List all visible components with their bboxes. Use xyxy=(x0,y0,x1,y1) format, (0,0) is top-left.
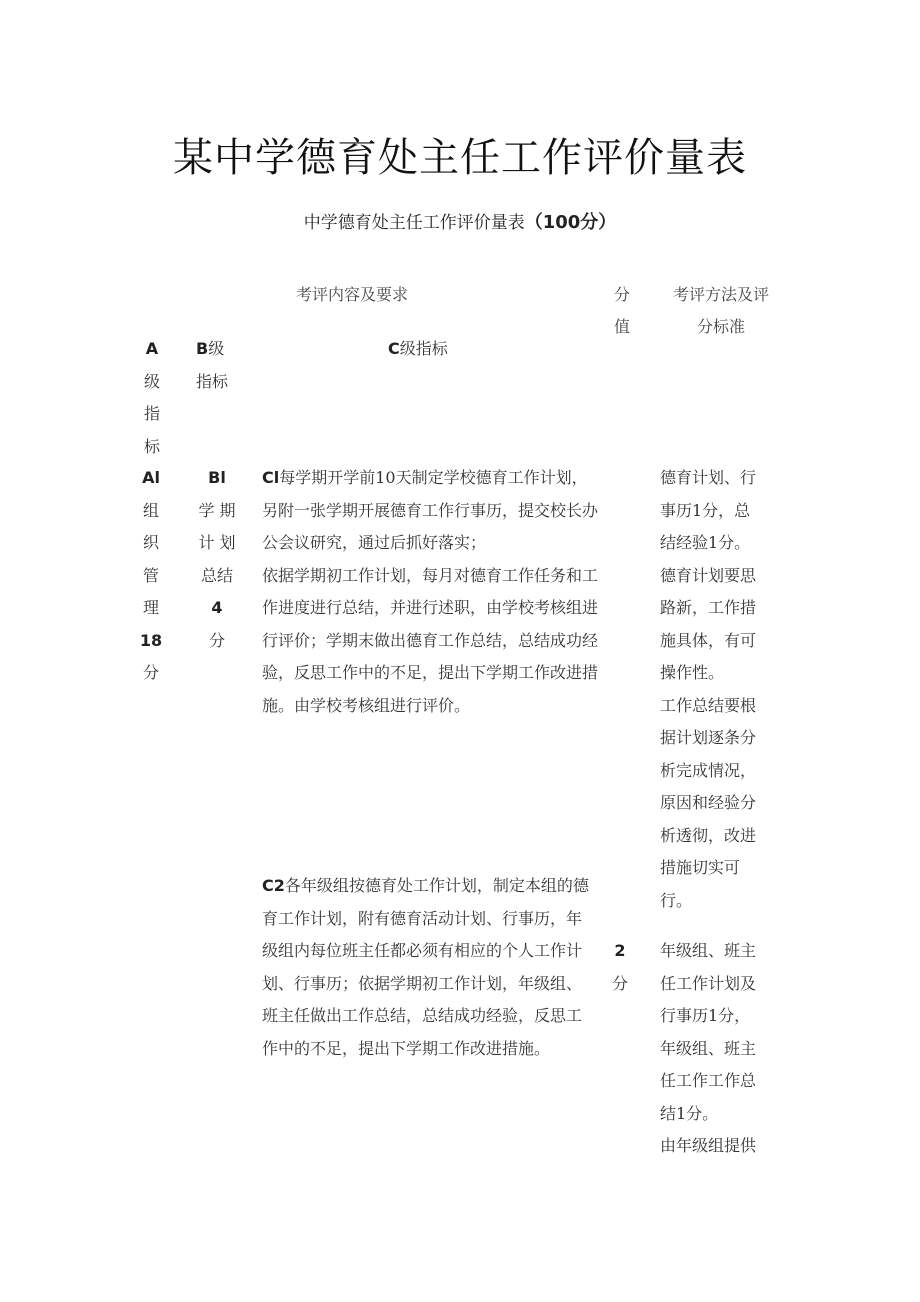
method-2-line: 任工作计划及 xyxy=(660,973,757,993)
b1-line-1: 学 期 xyxy=(198,500,236,520)
method-2 xyxy=(660,935,780,1163)
header-a-char-3: 标 xyxy=(143,436,160,456)
method-1-line: 原因和经验分 xyxy=(660,793,757,812)
c2-score-value: 2 xyxy=(614,941,626,960)
b1-code: Bl xyxy=(208,468,226,487)
header-c-letter: C xyxy=(388,339,400,358)
header-c-level xyxy=(388,333,448,366)
header-score-char-2: 值 xyxy=(613,317,630,336)
header-b-letter: B xyxy=(196,339,209,358)
method-2-line: 结1分。 xyxy=(660,1103,719,1123)
b1-unit: 分 xyxy=(208,630,225,650)
method-1-line: 路新，工作措 xyxy=(660,598,757,617)
a1-char-4: 理 xyxy=(142,598,159,617)
c1-line-3: 公会议研究，通过后抓好落实； xyxy=(262,533,487,552)
header-b-l1: 级 xyxy=(208,339,225,358)
method-1-line: 施具体，有可 xyxy=(660,630,757,650)
a1-char-2: 织 xyxy=(142,533,159,552)
method-1-line: 析透彻，改进 xyxy=(660,825,757,845)
header-score-char-1: 分 xyxy=(613,285,630,304)
c1-content xyxy=(262,462,616,722)
header-method-line-2: 分标准 xyxy=(696,317,745,336)
c1-line-1: Cl每学期开学前10天制定学校德育工作计划， xyxy=(262,468,588,487)
a1-unit: 分 xyxy=(142,663,159,682)
c2-score xyxy=(604,935,636,1000)
c2-line-3: 级组内每位班主任都必须有相应的个人工作计 xyxy=(262,941,583,960)
b1-score: 4 xyxy=(211,598,223,617)
method-1-line: 措施切实可 xyxy=(660,858,741,877)
a1-indicator xyxy=(134,462,168,690)
method-2-line: 由年级组提供 xyxy=(660,1136,757,1155)
c1-line-4: 依据学期初工作计划，每月对德育工作任务和工 xyxy=(262,565,599,585)
c1-line-8: 施。由学校考核组进行评价。 xyxy=(262,695,471,715)
a1-char-1: 组 xyxy=(142,500,159,520)
method-1 xyxy=(660,462,780,917)
method-1-line: 据计划逐条分 xyxy=(660,728,757,747)
method-1-line: 结经验1分。 xyxy=(660,533,751,552)
method-1-line: 工作总结要根 xyxy=(660,695,757,715)
c2-content xyxy=(262,870,616,1065)
subtitle-score: （100分） xyxy=(524,212,617,233)
method-1-line: 事历1分，总 xyxy=(660,500,751,520)
c2-line-1: C2各年级组按德育处工作计划，制定本组的德 xyxy=(262,876,589,895)
c1-line-7: 验，反思工作中的不足，提出下学期工作改进措 xyxy=(262,663,599,682)
subtitle-text: 中学德育处主任工作评价量表 xyxy=(303,213,525,233)
page-title: 某中学德育处主任工作评价量表 xyxy=(173,135,747,181)
header-a-char-2: 指 xyxy=(143,404,160,423)
b1-line-3: 总结 xyxy=(200,565,233,585)
c1-line-5: 作进度进行总结，并进行述职，由学校考核组进 xyxy=(262,598,599,617)
method-2-line: 行事历1分， xyxy=(660,1006,751,1025)
header-score-column xyxy=(606,279,638,343)
method-1-line: 行。 xyxy=(660,890,693,910)
method-2-line: 任工作工作总 xyxy=(660,1071,757,1090)
b1-line-2: 计 划 xyxy=(198,533,236,552)
method-1-line: 操作性。 xyxy=(660,663,725,682)
c2-score-unit: 分 xyxy=(611,973,628,993)
method-1-line: 德育计划要思 xyxy=(660,565,757,585)
a1-score: 18 xyxy=(139,630,163,650)
c2-line-6: 作中的不足，提出下学期工作改进措施。 xyxy=(262,1038,551,1058)
header-a-letter: A xyxy=(145,339,159,358)
header-content-requirements: 考评内容及要求 xyxy=(296,285,409,304)
a1-char-3: 管 xyxy=(142,565,159,585)
method-2-line: 年级组、班主 xyxy=(660,941,757,960)
method-2-line: 年级组、班主 xyxy=(660,1038,757,1058)
c2-line-4: 划、行事历；依据学期初工作计划，年级组、 xyxy=(262,973,583,993)
header-c-rest: 级指标 xyxy=(399,339,448,358)
header-method-column xyxy=(660,279,782,343)
header-method-line-1: 考评方法及评 xyxy=(672,285,769,304)
c2-line-5: 班主任做出工作总结，总结成功经验，反思工 xyxy=(262,1006,583,1025)
c2-line-2: 育工作计划，附有德育活动计划、行事历，年 xyxy=(262,908,583,928)
c1-line-6: 行评价；学期末做出德育工作总结，总结成功经 xyxy=(262,630,599,650)
a1-code: Al xyxy=(142,468,160,487)
header-b-l2: 指标 xyxy=(196,371,229,391)
b1-indicator xyxy=(194,462,240,657)
method-1-line: 德育计划、行 xyxy=(660,468,757,487)
header-b-level xyxy=(196,333,256,398)
c1-code: Cl xyxy=(262,468,280,487)
c1-line-2: 另附一张学期开展德育工作行事历，提交校长办 xyxy=(262,500,599,520)
header-a-level xyxy=(136,333,168,463)
page-subtitle xyxy=(0,208,920,234)
c2-code: C2 xyxy=(262,876,285,895)
header-a-char-1: 级 xyxy=(143,371,160,391)
method-1-line: 析完成情况， xyxy=(660,760,757,780)
